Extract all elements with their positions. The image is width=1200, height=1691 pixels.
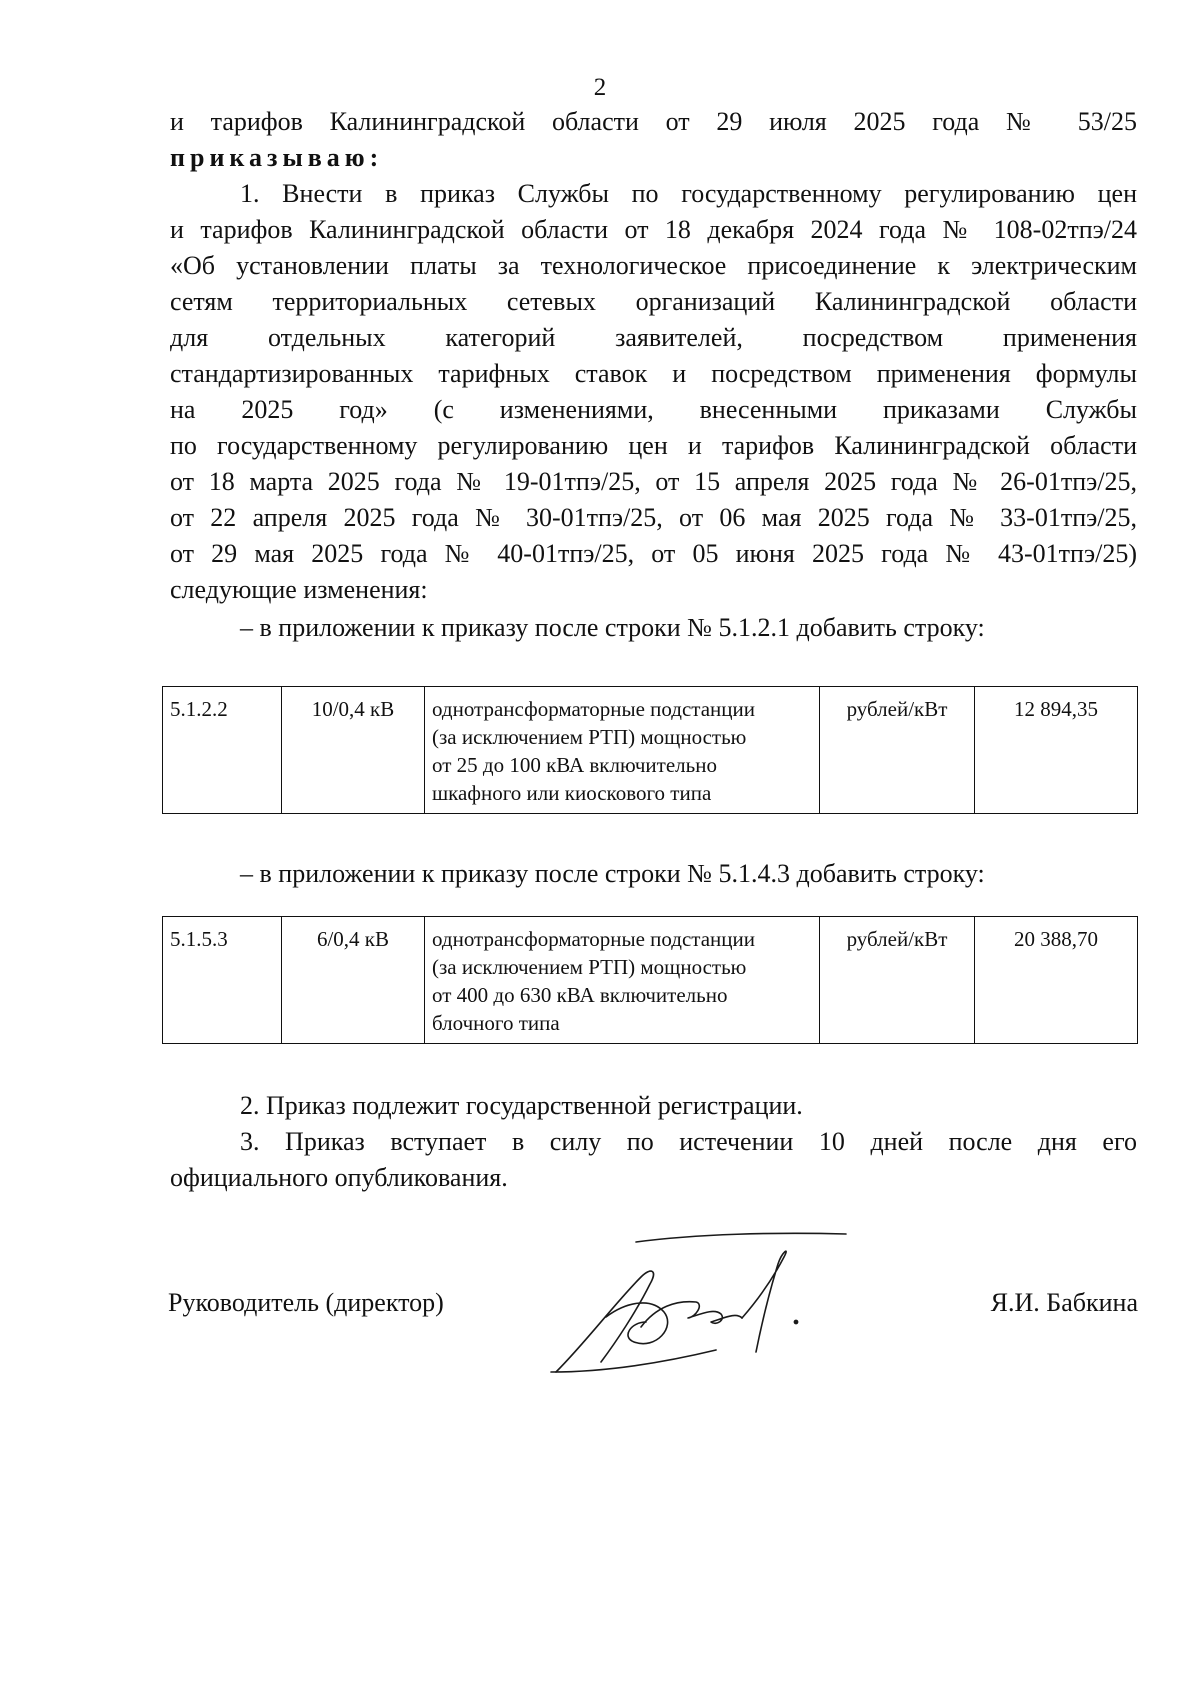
item1-line: «Об установлении платы за технологическое присоединение к электрическим [170, 251, 1137, 280]
handwritten-signature-icon [546, 1222, 866, 1392]
row-voltage: 6/0,4 кВ [282, 917, 425, 1044]
row-description [425, 687, 820, 814]
row-code: 5.1.5.3 [163, 917, 282, 1044]
intro-tail-line: и тарифов Калининградской области от 29 июля 2025 года № 53/25 [170, 107, 1137, 136]
description-line: от 25 до 100 кВА включительно [432, 753, 717, 777]
row-voltage: 10/0,4 кВ [282, 687, 425, 814]
order-word: приказываю: [170, 143, 384, 172]
table-row [163, 917, 1138, 1044]
row-value: 12 894,35 [975, 687, 1138, 814]
note-add-row-2: – в приложении к приказу после строки № 5.1.4.3 добавить строку: [240, 859, 985, 888]
item1-line: сетям территориальных сетевых организаций Калининградской области [170, 287, 1137, 316]
item3-line: официального опубликования. [170, 1163, 508, 1192]
description-line: от 400 до 630 кВА включительно [432, 983, 728, 1007]
order-text [170, 104, 1137, 646]
item1-line: стандартизированных тарифных ставок и посредством применения формулы [170, 359, 1137, 388]
item1-line: от 29 мая 2025 года № 40-01тпэ/25, от 05 июня 2025 года № 43-01тпэ/25) [170, 539, 1137, 568]
page-number: 2 [593, 74, 607, 101]
row-code: 5.1.2.2 [163, 687, 282, 814]
item2-text: 2. Приказ подлежит государственной регистрации. [240, 1091, 803, 1120]
item1-line: от 22 апреля 2025 года № 30-01тпэ/25, от 06 мая 2025 года № 33-01тпэ/25, [170, 503, 1137, 532]
description-line: блочного типа [432, 1011, 560, 1035]
description-line: (за исключением РТП) мощностью [432, 725, 747, 749]
description-line: шкафного или киоскового типа [432, 781, 712, 805]
item3-line: 3. Приказ вступает в силу по истечении 10 дней после дня его [240, 1127, 1137, 1156]
description-line: однотрансформаторные подстанции [432, 697, 755, 721]
row-unit: рублей/кВт [820, 917, 975, 1044]
note-block-2 [170, 856, 1137, 892]
item1-line: 1. Внести в приказ Службы по государственному регулированию цен [240, 179, 1137, 208]
item1-line: следующие изменения: [170, 575, 428, 604]
description-line: (за исключением РТП) мощностью [432, 955, 747, 979]
final-items [170, 1088, 1137, 1196]
note-add-row-1: – в приложении к приказу после строки № 5.1.2.1 добавить строку: [240, 613, 985, 642]
signer-title: Руководитель (директор) [168, 1288, 444, 1317]
signer-name: Я.И. Бабкина [990, 1288, 1138, 1317]
row-value: 20 388,70 [975, 917, 1138, 1044]
row-unit: рублей/кВт [820, 687, 975, 814]
description-line: однотрансформаторные подстанции [432, 927, 755, 951]
item1-line: по государственному регулированию цен и тарифов Калининградской области [170, 431, 1137, 460]
item1-line: для отдельных категорий заявителей, посредством применения [170, 323, 1137, 352]
row-description [425, 917, 820, 1044]
item1-line: от 18 марта 2025 года № 19-01тпэ/25, от 15 апреля 2025 года № 26-01тпэ/25, [170, 467, 1137, 496]
signature-block [168, 1282, 1138, 1392]
table-row [163, 687, 1138, 814]
item1-line: и тарифов Калининградской области от 18 декабря 2024 года № 108-02тпэ/24 [170, 215, 1137, 244]
item1-line: на 2025 год» (с изменениями, внесенными приказами Службы [170, 395, 1137, 424]
tariff-table-1 [162, 686, 1138, 814]
tariff-table-2 [162, 916, 1138, 1044]
